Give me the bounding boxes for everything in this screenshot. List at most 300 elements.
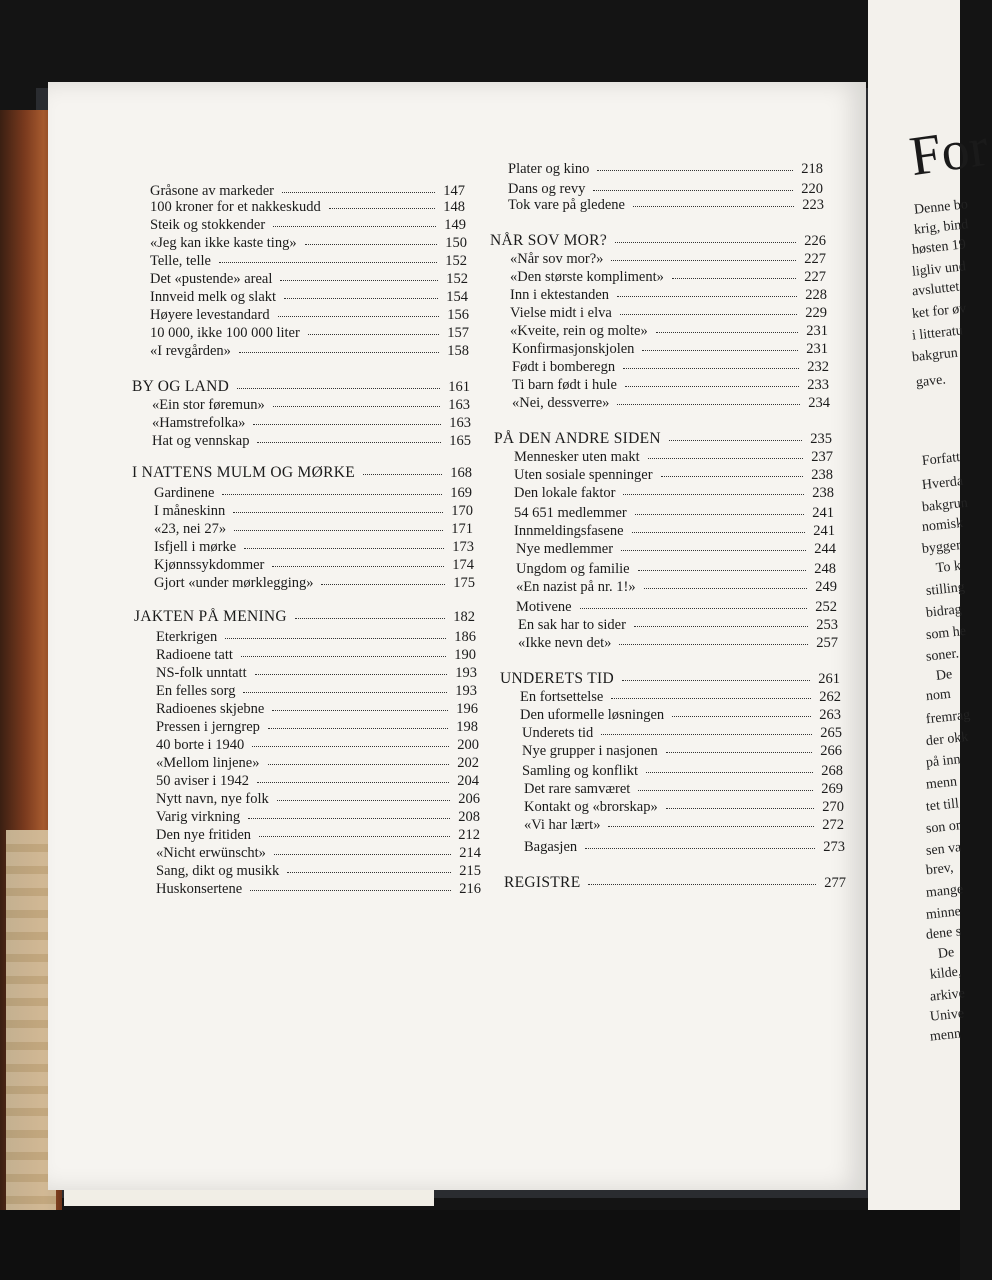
facing-page-text-fragment: krig, bind — [913, 217, 970, 238]
facing-page-text-fragment: fremrag — [925, 707, 971, 728]
toc-entry — [156, 736, 479, 754]
toc-entry-title: Ti barn født i hule — [512, 377, 617, 393]
toc-entry-title: Isfjell i mørke — [154, 539, 237, 555]
toc-page-number: 152 — [445, 253, 467, 269]
toc-entry — [156, 664, 477, 682]
facing-page-text-fragment: Hverda — [921, 473, 964, 494]
toc-entry-title: «Jeg kan ikke kaste ting» — [150, 235, 297, 251]
toc-entry-title: Konfirmasjonskjolen — [512, 341, 635, 357]
toc-dot-leader — [282, 188, 435, 193]
toc-entry — [152, 396, 470, 414]
toc-entry — [524, 798, 844, 816]
toc-page-number: 156 — [447, 307, 469, 323]
toc-page-number: 231 — [806, 323, 828, 339]
toc-entry-title: I måneskinn — [154, 503, 226, 519]
toc-entry-title: Radioene tatt — [156, 647, 233, 663]
toc-page-number: 200 — [457, 737, 479, 753]
toc-entry-title: UNDERETS TID — [500, 670, 614, 687]
facing-page-title: For — [906, 115, 992, 189]
toc-page-number: 150 — [445, 235, 467, 251]
toc-dot-leader — [255, 670, 448, 675]
facing-page-text-fragment: sen va — [925, 840, 963, 859]
toc-entry-title: Det «pustende» areal — [150, 271, 273, 287]
toc-entry-title: Tok vare på gledene — [508, 197, 625, 213]
facing-page-text-fragment: minne — [925, 904, 962, 923]
toc-entry — [520, 706, 841, 724]
toc-dot-leader — [287, 868, 451, 873]
toc-dot-leader — [257, 778, 449, 783]
toc-entry-title: «I revgården» — [150, 343, 231, 359]
toc-entry-title: Den uformelle løsningen — [520, 707, 665, 723]
toc-dot-leader — [608, 822, 814, 827]
toc-page-number: 204 — [457, 773, 479, 789]
toc-dot-leader — [225, 634, 446, 639]
toc-entry-title: Kontakt og «brorskap» — [524, 799, 658, 815]
facing-page-text-fragment: De — [935, 667, 954, 684]
toc-page-number: 272 — [822, 817, 844, 833]
toc-page-number: 249 — [815, 579, 837, 595]
toc-entry-title: Underets tid — [522, 725, 594, 741]
facing-page-text-fragment: der okk — [925, 729, 970, 750]
toc-page-number: 252 — [815, 599, 837, 615]
toc-entry — [156, 826, 480, 844]
toc-dot-leader — [623, 364, 799, 369]
toc-dot-leader — [638, 786, 813, 791]
toc-dot-leader — [222, 490, 442, 495]
toc-dot-leader — [273, 402, 440, 407]
toc-entry-title: Bagasjen — [524, 839, 578, 855]
toc-page-number: 147 — [443, 183, 465, 199]
toc-page-number: 193 — [455, 683, 477, 699]
toc-dot-leader — [601, 730, 812, 735]
toc-page-number: 216 — [459, 881, 481, 897]
toc-entry — [522, 742, 842, 760]
toc-entry-title: Kjønnssykdommer — [154, 557, 265, 573]
toc-page-number: 234 — [808, 395, 830, 411]
toc-dot-leader — [648, 454, 804, 459]
facing-page-text-fragment: mange — [925, 882, 964, 901]
toc-dot-leader — [621, 546, 806, 551]
toc-page-number: 161 — [448, 379, 470, 395]
toc-page-number: 158 — [447, 343, 469, 359]
toc-entry-title: Mennesker uten makt — [514, 449, 640, 465]
toc-page-number: 277 — [824, 875, 846, 891]
toc-entry-title: Pressen i jerngrep — [156, 719, 260, 735]
toc-entry — [156, 700, 478, 718]
toc-dot-leader — [259, 832, 450, 837]
toc-entry — [154, 538, 474, 556]
toc-entry — [150, 252, 467, 270]
facing-page-text-fragment: bidrag — [925, 602, 963, 621]
toc-entry-title: Nye grupper i nasjonen — [522, 743, 658, 759]
toc-entry — [156, 808, 480, 826]
toc-dot-leader — [622, 676, 810, 681]
toc-page-number: 212 — [458, 827, 480, 843]
toc-page-number: 186 — [454, 629, 476, 645]
toc-dot-leader — [646, 768, 813, 773]
toc-entry — [522, 724, 842, 742]
toc-entry-title: «Ikke nevn det» — [518, 635, 612, 651]
toc-page-number: 241 — [812, 505, 834, 521]
facing-page-text-fragment: menn — [925, 774, 958, 793]
toc-entry-title: Nytt navn, nye folk — [156, 791, 269, 807]
toc-page-number: 220 — [801, 181, 823, 197]
toc-dot-leader — [617, 292, 797, 297]
toc-page-number: 232 — [807, 359, 829, 375]
toc-entry — [514, 504, 834, 522]
toc-page-number: 238 — [811, 467, 833, 483]
toc-section-heading — [500, 670, 840, 688]
facing-page-text-fragment: nom — [925, 686, 952, 705]
toc-entry — [510, 250, 826, 268]
toc-entry — [156, 682, 477, 700]
toc-page-number: 173 — [452, 539, 474, 555]
toc-entry-title: Sang, dikt og musikk — [156, 863, 280, 879]
toc-dot-leader — [233, 508, 443, 513]
table-surface — [0, 1210, 960, 1280]
toc-dot-leader — [656, 328, 799, 333]
toc-entry — [512, 358, 829, 376]
toc-page-number: 152 — [446, 271, 468, 287]
facing-page-text-fragment: bakgrun — [921, 495, 969, 516]
toc-dot-leader — [588, 880, 816, 885]
toc-entry — [516, 598, 837, 616]
toc-entry — [154, 502, 473, 520]
toc-dot-leader — [321, 580, 445, 585]
toc-dot-leader — [644, 584, 808, 589]
toc-page-number: 193 — [455, 665, 477, 681]
toc-entry-title: «Hamstrefolka» — [152, 415, 246, 431]
toc-dot-leader — [274, 850, 451, 855]
toc-entry-title: Gråsone av markeder — [150, 183, 274, 199]
toc-dot-leader — [268, 760, 450, 765]
toc-page-number: 269 — [821, 781, 843, 797]
toc-entry-title: 100 kroner for et nakkeskudd — [150, 199, 321, 215]
toc-entry — [516, 560, 836, 578]
toc-entry — [524, 780, 843, 798]
toc-entry — [156, 844, 481, 862]
toc-entry — [510, 286, 827, 304]
toc-entry — [512, 376, 829, 394]
toc-entry — [150, 306, 469, 324]
toc-entry-title: 54 651 medlemmer — [514, 505, 627, 521]
toc-dot-leader — [273, 222, 436, 227]
toc-page-number: 206 — [458, 791, 480, 807]
toc-entry-title: Det rare samværet — [524, 781, 631, 797]
toc-dot-leader — [241, 652, 446, 657]
toc-entry-title: PÅ DEN ANDRE SIDEN — [494, 430, 661, 447]
toc-page-number: 171 — [451, 521, 473, 537]
toc-entry — [512, 394, 830, 412]
toc-entry — [154, 520, 473, 538]
toc-entry — [156, 754, 479, 772]
toc-entry-title: «Mellom linjene» — [156, 755, 260, 771]
toc-page-number: 262 — [819, 689, 841, 705]
facing-page-text-fragment: nomisk — [921, 515, 964, 536]
toc-dot-leader — [611, 694, 811, 699]
toc-page-number: 227 — [804, 269, 826, 285]
toc-entry-title: Huskonsertene — [156, 881, 243, 897]
toc-page-number: 228 — [805, 287, 827, 303]
toc-dot-leader — [272, 562, 444, 567]
toc-dot-leader — [672, 712, 811, 717]
toc-page-number: 196 — [456, 701, 478, 717]
toc-entry-title: 40 borte i 1940 — [156, 737, 245, 753]
toc-entry — [154, 484, 472, 502]
toc-entry-title: Varig virkning — [156, 809, 241, 825]
toc-section-heading — [494, 430, 832, 448]
toc-entry-title: NS-folk unntatt — [156, 665, 247, 681]
toc-entry — [510, 322, 828, 340]
toc-entry — [156, 772, 479, 790]
toc-page-number: 235 — [810, 431, 832, 447]
toc-page-number: 244 — [814, 541, 836, 557]
toc-entry — [512, 340, 828, 358]
facing-page-text-fragment: menn — [929, 1026, 962, 1045]
toc-entry — [514, 448, 833, 466]
toc-entry — [514, 484, 834, 502]
facing-page-text-fragment: Forfatt — [921, 450, 961, 469]
facing-page-text-fragment: kilde, — [929, 964, 963, 983]
facing-page-text-fragment: stilling — [925, 580, 966, 599]
toc-entry-title: Eterkrigen — [156, 629, 218, 645]
toc-dot-leader — [219, 258, 437, 263]
toc-dot-leader — [615, 238, 796, 243]
toc-dot-leader — [237, 384, 440, 389]
toc-entry-title: Gardinene — [154, 485, 215, 501]
toc-entry — [516, 578, 837, 596]
toc-dot-leader — [280, 276, 438, 281]
toc-dot-leader — [635, 510, 804, 515]
toc-page-number: 261 — [818, 671, 840, 687]
toc-entry-title: Steik og stokkender — [150, 217, 266, 233]
toc-entry — [524, 838, 845, 856]
facing-page-text-fragment: bygger — [921, 538, 962, 557]
toc-page-number: 237 — [811, 449, 833, 465]
toc-dot-leader — [243, 688, 447, 693]
toc-entry-title: «Nicht erwünscht» — [156, 845, 266, 861]
facing-page-text-fragment: avsluttet — [911, 279, 961, 300]
toc-dot-leader — [620, 310, 797, 315]
toc-entry — [156, 646, 476, 664]
toc-dot-leader — [305, 240, 438, 245]
toc-page-number: 175 — [453, 575, 475, 591]
toc-entry-title: Plater og kino — [508, 161, 590, 177]
toc-entry — [520, 688, 841, 706]
toc-dot-leader — [585, 844, 815, 849]
toc-entry-title: 10 000, ikke 100 000 liter — [150, 325, 300, 341]
toc-dot-leader — [611, 256, 796, 261]
toc-entry-title: Radioenes skjebne — [156, 701, 265, 717]
toc-dot-leader — [661, 472, 804, 477]
facing-page-text-fragment: bakgrun — [911, 345, 959, 366]
toc-dot-leader — [666, 804, 815, 809]
toc-entry-title: En fortsettelse — [520, 689, 604, 705]
toc-page-number: 215 — [459, 863, 481, 879]
facing-page-text-fragment: arkive — [929, 986, 966, 1005]
toc-entry — [518, 616, 838, 634]
toc-entry-title: Uten sosiale spenninger — [514, 467, 653, 483]
toc-entry-title: En felles sorg — [156, 683, 236, 699]
toc-entry — [150, 342, 469, 360]
facing-page-text-fragment: To k — [935, 558, 962, 577]
toc-entry-title: «Ein stor føremun» — [152, 397, 265, 413]
toc-page-number: 154 — [446, 289, 468, 305]
toc-page-number: 229 — [805, 305, 827, 321]
toc-entry — [152, 432, 471, 450]
toc-entry — [508, 196, 824, 214]
toc-dot-leader — [632, 528, 806, 533]
toc-section-heading — [132, 378, 470, 396]
facing-page-text-fragment: høsten 19 — [911, 237, 967, 258]
toc-entry-title: Ungdom og familie — [516, 561, 630, 577]
toc-entry — [514, 466, 833, 484]
toc-page-number: 163 — [448, 397, 470, 413]
toc-page-number: 253 — [816, 617, 838, 633]
toc-page-number: 157 — [447, 325, 469, 341]
toc-page-number: 214 — [459, 845, 481, 861]
toc-page-number: 163 — [449, 415, 471, 431]
toc-dot-leader — [672, 274, 796, 279]
toc-entry — [154, 574, 475, 592]
toc-entry-title: Inn i ektestanden — [510, 287, 610, 303]
toc-entry-title: «23, nei 27» — [154, 521, 227, 537]
toc-entry-title: Innveid melk og slakt — [150, 289, 277, 305]
toc-entry — [150, 198, 465, 216]
toc-entry-title: «En nazist på nr. 1!» — [516, 579, 636, 595]
toc-dot-leader — [248, 814, 450, 819]
toc-entry — [156, 718, 478, 736]
toc-entry — [150, 234, 467, 252]
toc-page-number: 174 — [452, 557, 474, 573]
toc-entry-title: Samling og konflikt — [522, 763, 638, 779]
toc-entry — [508, 160, 823, 178]
toc-page-number: 226 — [804, 233, 826, 249]
toc-dot-leader — [234, 526, 443, 531]
facing-page-text-fragment: son or — [925, 818, 962, 837]
toc-entry-title: Høyere levestandard — [150, 307, 270, 323]
toc-dot-leader — [580, 604, 808, 609]
toc-entry — [510, 304, 827, 322]
toc-entry — [510, 268, 826, 286]
toc-entry-title: JAKTEN PÅ MENING — [134, 608, 287, 625]
toc-dot-leader — [666, 748, 813, 753]
toc-entry-title: «Kveite, rein og molte» — [510, 323, 648, 339]
toc-entry-title: Hat og vennskap — [152, 433, 250, 449]
toc-section-heading — [134, 608, 475, 626]
toc-page-number: 182 — [453, 609, 475, 625]
toc-entry-title: Innmeldingsfasene — [514, 523, 624, 539]
facing-page-text-fragment: gave. — [915, 372, 947, 391]
toc-entry-title: Vielse midt i elva — [510, 305, 612, 321]
toc-entry — [516, 540, 836, 558]
toc-entry-title: REGISTRE — [504, 874, 581, 891]
toc-dot-leader — [272, 706, 448, 711]
toc-page-number: 241 — [813, 523, 835, 539]
facing-page — [868, 0, 992, 1210]
toc-entry-title: Telle, telle — [150, 253, 211, 269]
toc-entry-title: I NATTENS MULM OG MØRKE — [132, 464, 356, 481]
toc-entry — [150, 270, 468, 288]
toc-dot-leader — [623, 490, 804, 495]
toc-page-number: 231 — [806, 341, 828, 357]
toc-page-number: 268 — [821, 763, 843, 779]
toc-dot-leader — [634, 622, 808, 627]
facing-page-text-fragment: De — [937, 945, 956, 962]
facing-page-text-fragment: dene s — [925, 924, 963, 943]
toc-page-number: 202 — [457, 755, 479, 771]
toc-entry-title: 50 aviser i 1942 — [156, 773, 250, 789]
facing-page-text-fragment: på inn — [925, 752, 962, 771]
toc-dot-leader — [268, 724, 448, 729]
toc-entry — [150, 216, 466, 234]
toc-dot-leader — [244, 544, 444, 549]
toc-page-number: 248 — [814, 561, 836, 577]
toc-dot-leader — [329, 204, 436, 209]
toc-dot-leader — [250, 886, 451, 891]
toc-page-number: 168 — [450, 465, 472, 481]
toc-page-number: 149 — [444, 217, 466, 233]
toc-dot-leader — [252, 742, 449, 747]
facing-page-text-fragment: Denne bo — [913, 197, 969, 218]
toc-entry-title: «Den største kompliment» — [510, 269, 664, 285]
toc-dot-leader — [308, 330, 439, 335]
toc-entry — [524, 816, 844, 834]
toc-page-number: 263 — [819, 707, 841, 723]
toc-entry-title: «Vi har lært» — [524, 817, 601, 833]
toc-page-number: 227 — [804, 251, 826, 267]
toc-page-number: 233 — [807, 377, 829, 393]
toc-page-number: 208 — [458, 809, 480, 825]
toc-section-heading — [504, 874, 846, 892]
toc-dot-leader — [363, 470, 442, 475]
toc-entry-title: Nye medlemmer — [516, 541, 614, 557]
toc-dot-leader — [257, 438, 441, 443]
toc-entry-title: «Nei, dessverre» — [512, 395, 610, 411]
toc-entry — [156, 790, 480, 808]
toc-dot-leader — [619, 640, 808, 645]
facing-page-text-fragment: ligliv und — [911, 259, 967, 280]
facing-page-text-fragment: tet till — [925, 796, 960, 815]
toc-entry — [154, 556, 474, 574]
toc-entry-title: Den nye fritiden — [156, 827, 252, 843]
toc-dot-leader — [597, 166, 793, 171]
toc-page-number: 270 — [822, 799, 844, 815]
toc-entry-title: «Når sov mor?» — [510, 251, 604, 267]
toc-dot-leader — [669, 436, 802, 441]
toc-entry — [150, 324, 469, 342]
toc-entry — [156, 628, 476, 646]
toc-dot-leader — [593, 186, 793, 191]
toc-entry — [156, 880, 481, 898]
toc-dot-leader — [239, 348, 439, 353]
toc-page-number: 169 — [450, 485, 472, 501]
toc-entry — [522, 762, 843, 780]
toc-entry-title: Motivene — [516, 599, 572, 615]
toc-entry-title: NÅR SOV MOR? — [490, 232, 607, 249]
toc-page-number: 165 — [449, 433, 471, 449]
toc-entry — [518, 634, 838, 652]
facing-page-text-fragment: Unive — [929, 1006, 965, 1025]
toc-dot-leader — [253, 420, 441, 425]
toc-dot-leader — [638, 566, 807, 571]
facing-page-text-fragment: brev, — [925, 860, 955, 879]
toc-dot-leader — [642, 346, 798, 351]
toc-entry-title: Dans og revy — [508, 181, 586, 197]
toc-page-number: 273 — [823, 839, 845, 855]
toc-entry-title: Den lokale faktor — [514, 485, 616, 501]
toc-entry-title: En sak har to sider — [518, 617, 626, 633]
